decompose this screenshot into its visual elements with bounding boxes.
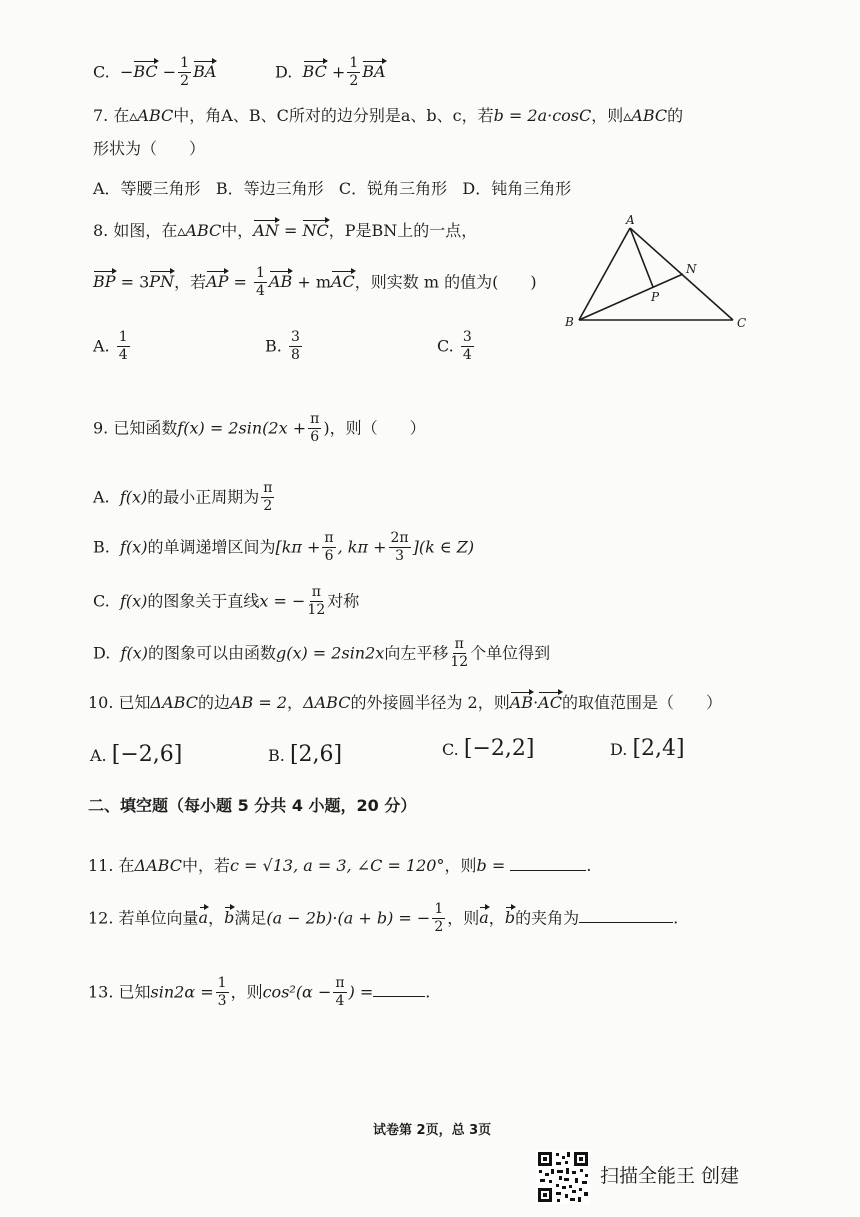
q7-option-d: D．钝角三角形 bbox=[462, 179, 572, 198]
q10-option-d: D. [2,4] bbox=[610, 736, 685, 761]
q6-option-c: C. −BC − $\frac{1}{2}$ BA bbox=[93, 55, 217, 90]
q9-option-c: C. f(x)的图象关于直线x = − $\frac{\pi}{12}$ 对称 bbox=[93, 584, 360, 619]
qr-code-icon bbox=[536, 1150, 590, 1204]
answer-blank-12 bbox=[579, 908, 673, 923]
q12-stem: 12. 若单位向量a，b满足(a − 2b)·(a + b) = − $\frac{1}{2}$ ，则a，b的夹角为 . bbox=[88, 901, 679, 936]
q10-option-b: B. [2,6] bbox=[268, 742, 343, 767]
label-c: C bbox=[737, 316, 747, 330]
q7-option-b: B．等边三角形 bbox=[215, 179, 324, 198]
segment-bn bbox=[579, 274, 683, 320]
q7-stem: 7. 在▵ABC中，角A、B、C所对的边分别是a、b、c，若b = 2a·cosC，则▵ABC的 bbox=[93, 106, 684, 125]
q7-option-c: C．锐角三角形 bbox=[338, 179, 448, 198]
label-a: A bbox=[626, 213, 635, 227]
q13-stem: 13. 已知sin2α = $\frac{1}{3}$ ，则cos²(α − $\frac{\pi}{4}$ ) = . bbox=[88, 975, 431, 1010]
q7-stem-line2: 形状为（ ） bbox=[93, 139, 206, 158]
label-n: N bbox=[686, 262, 697, 276]
q9-option-b: B. f(x)的单调递增区间为[kπ + $\frac{\pi}{6}$ , kπ + $\frac{2\pi}{3}$ ](k ∈ Z) bbox=[93, 530, 475, 565]
scanner-brand-label: 扫描全能王 创建 bbox=[600, 1165, 740, 1187]
q9-option-d: D. f(x)的图象可以由函数g(x) = 2sin2x向左平移 $\frac{\pi}{12}$ 个单位得到 bbox=[93, 636, 551, 671]
q10-option-a: A. [−2,6] bbox=[90, 742, 183, 767]
section-heading: 二、填空题（每小题 5 分共 4 小题，20 分） bbox=[88, 796, 417, 815]
q7-option-a: A．等腰三角形 bbox=[93, 179, 201, 198]
q10-stem: 10. 已知ΔABC的边AB = 2，ΔABC的外接圆半径为 2，则AB·AC的取值范围是（ ） bbox=[88, 693, 722, 712]
label-p: P bbox=[651, 290, 660, 304]
q8-option-b: B. $\frac{3}{8}$ bbox=[265, 329, 300, 364]
q7-options bbox=[93, 181, 571, 197]
edge-ab bbox=[579, 228, 630, 320]
q6-option-d: D. BC + $\frac{1}{2}$ BA bbox=[275, 55, 386, 90]
answer-blank-11 bbox=[510, 856, 586, 871]
q8-stem-line2: BP = 3PN，若AP = $\frac{1}{4}$ AB + mAC，则实数 m 的值为( ) bbox=[93, 265, 537, 300]
label-b: B bbox=[565, 315, 574, 329]
segment-ap bbox=[630, 228, 653, 287]
answer-blank-13 bbox=[373, 982, 425, 997]
q8-stem: 8. 如图，在▵ABC中，AN = NC，P是BN上的一点， bbox=[93, 221, 478, 240]
triangle-figure bbox=[555, 210, 790, 335]
q10-option-c: C. [−2,2] bbox=[442, 736, 535, 761]
page-footer: 试卷第 2页，总 3页 bbox=[373, 1123, 492, 1138]
q9-option-a: A. f(x)的最小正周期为 $\frac{\pi}{2}$ bbox=[93, 480, 273, 515]
q8-option-c: C. $\frac{3}{4}$ bbox=[437, 329, 472, 364]
q9-stem: 9. 已知函数f(x) = 2sin(2x + $\frac{\pi}{6}$ )，则（ ） bbox=[93, 411, 426, 446]
q8-option-a: A. $\frac{1}{4}$ bbox=[93, 329, 128, 364]
q11-stem: 11. 在ΔABC中，若c = √13, a = 3, ∠C = 120°，则b = . bbox=[88, 856, 592, 875]
